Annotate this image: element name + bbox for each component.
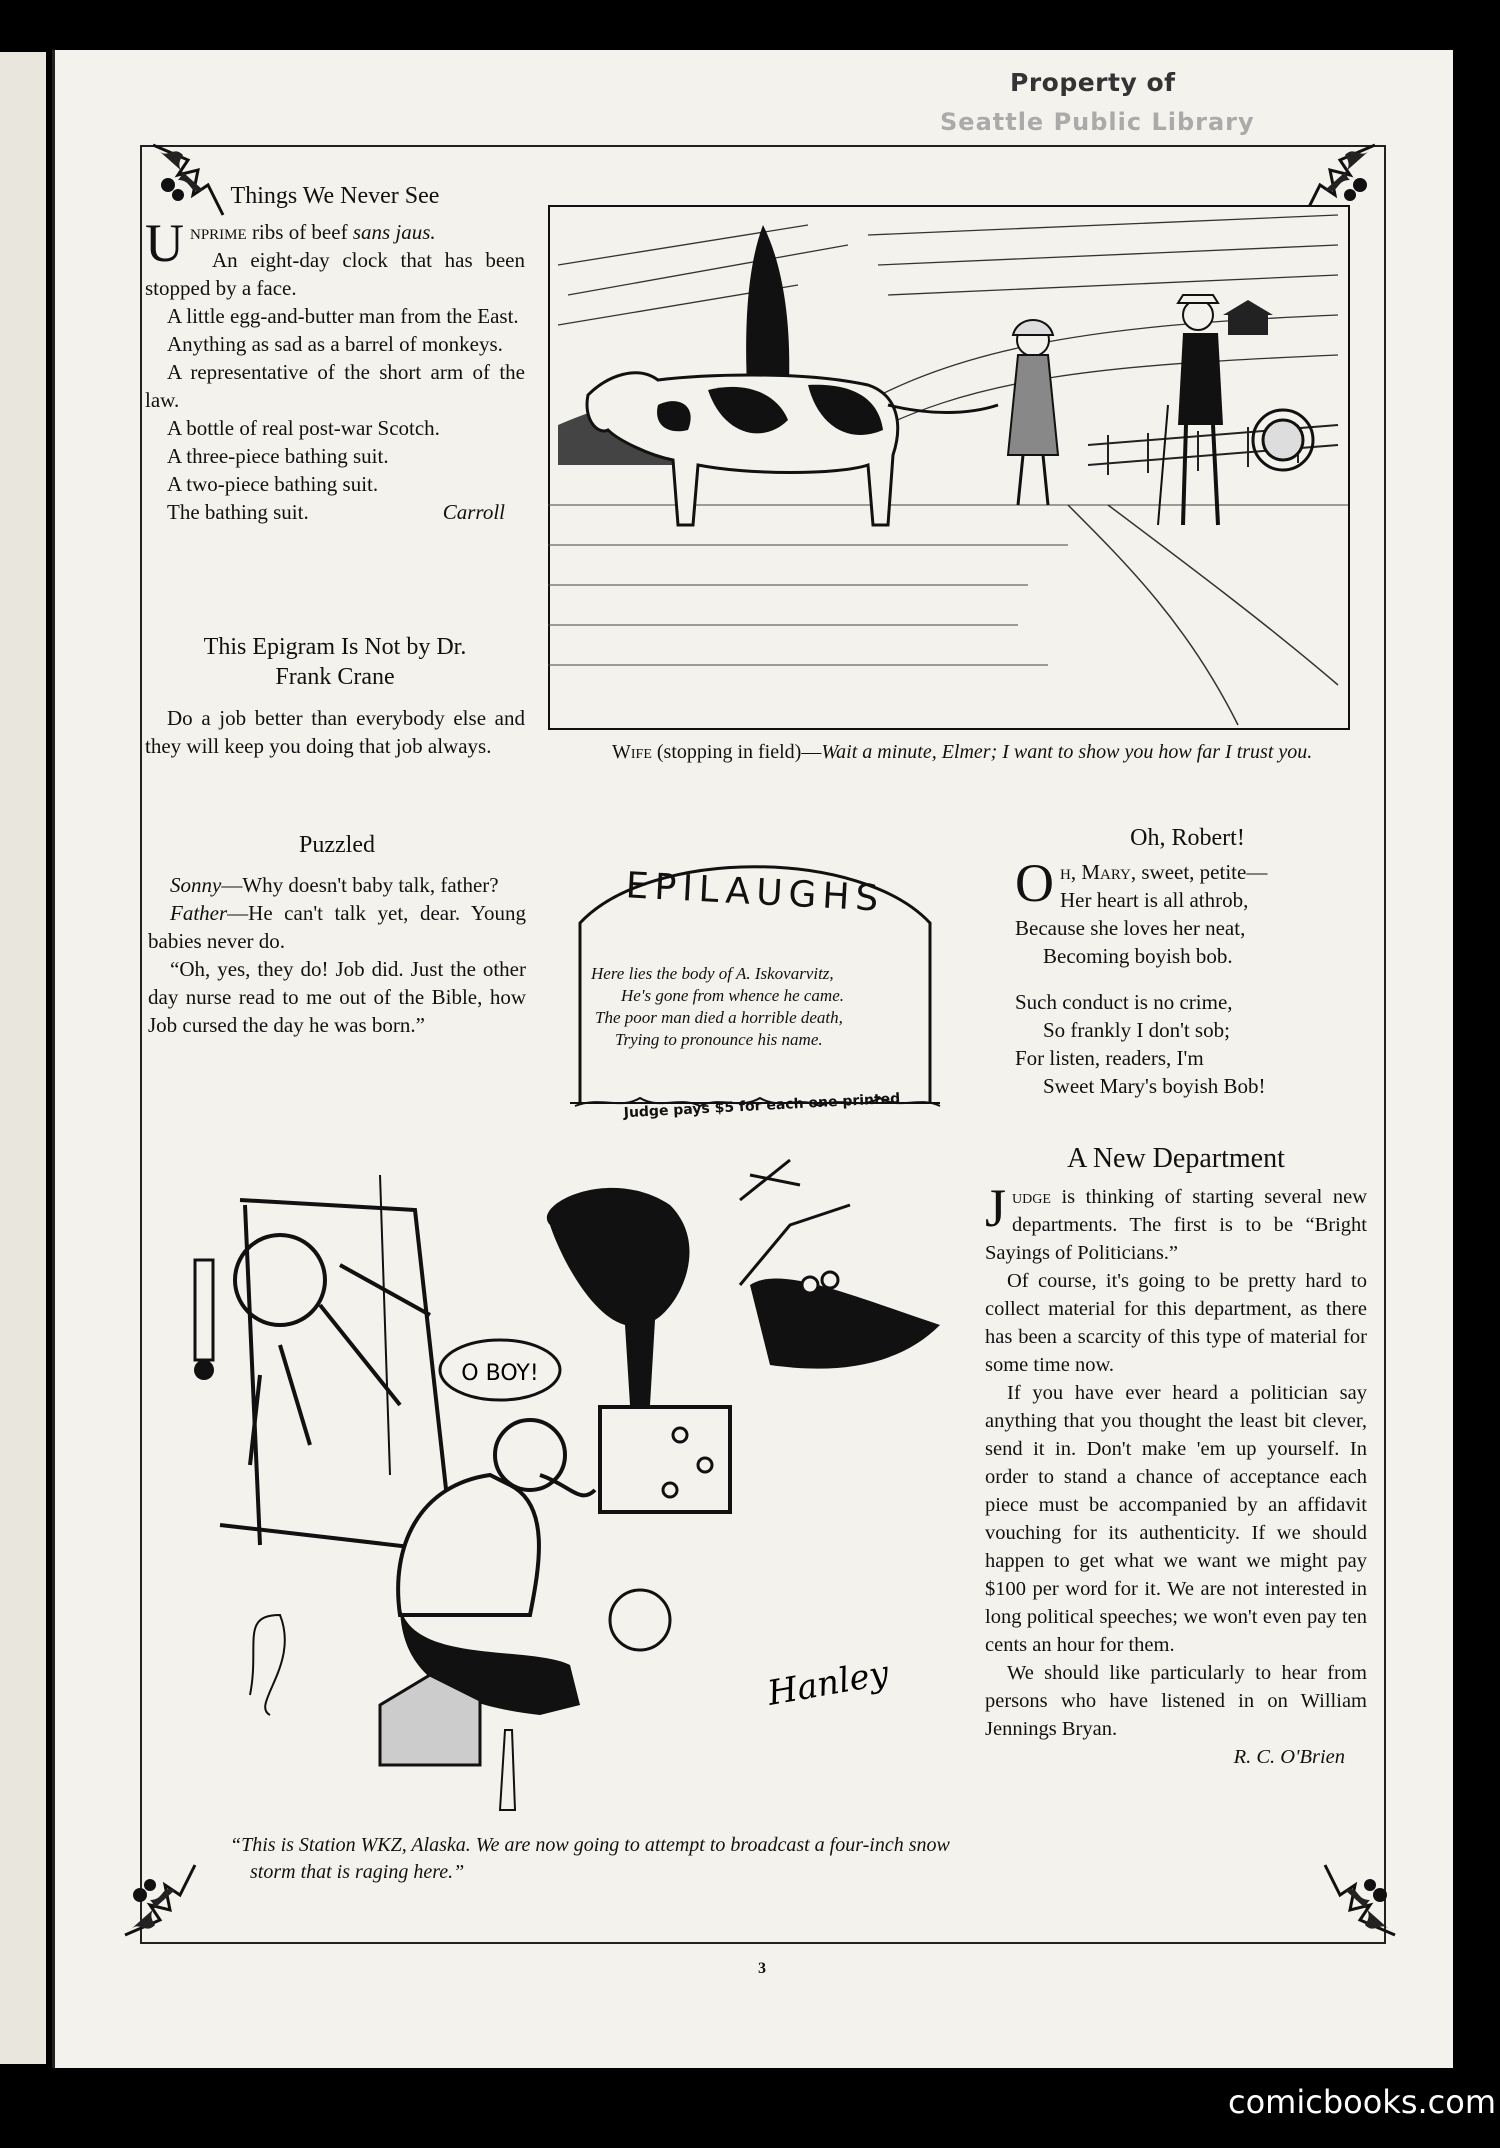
oh-robert	[1015, 825, 1360, 1100]
verse-line: So frankly I don't sob;	[1043, 1018, 1230, 1042]
caption-line: Wait a minute, Elmer; I want to show you how far I trust you.	[821, 741, 1313, 763]
epigram	[145, 632, 525, 760]
wreath-icon	[1253, 410, 1313, 470]
radio-caption: “This is Station WKZ, Alaska. We are now going to attempt to broadcast a four-inch snow storm that is raging here.”	[230, 1834, 950, 1883]
first-word: udge	[1012, 1186, 1051, 1208]
verse-line: Sweet Mary's boyish Bob!	[1043, 1074, 1266, 1098]
list-item: Anything as sad as a barrel of monkeys.	[167, 332, 503, 356]
first-line-italic: sans jaus.	[352, 220, 436, 244]
first-word: nprime	[190, 220, 247, 244]
footer-watermark: comicbooks.com	[1228, 2083, 1497, 2121]
verse-line: Her heart is all athrob,	[1060, 888, 1249, 912]
epigram-title-2: Frank Crane	[275, 664, 395, 690]
dropcap: O	[1015, 853, 1054, 913]
radio-cartoon	[150, 1145, 970, 1815]
verse-line: Becoming boyish bob.	[1043, 944, 1233, 968]
robert-title: Oh, Robert!	[1130, 825, 1245, 851]
list-item: An eight-day clock that has been stopped by a face.	[145, 248, 525, 300]
first-line: sweet, petite—	[1136, 860, 1268, 884]
radio-horn-icon	[547, 1188, 690, 1405]
new-department	[985, 1143, 1367, 1771]
dept-title: A New Department	[1067, 1143, 1285, 1174]
list-item: A bottle of real post-war Scotch.	[167, 416, 440, 440]
paragraph: We should like particularly to hear from persons who have listened in on William Jennings Bryan.	[985, 1662, 1367, 1740]
list-item: A little egg-and-butter man from the East.	[167, 304, 519, 328]
epitaph-line: The poor man died a horrible death,	[595, 1008, 843, 1027]
things-we-never-see	[145, 183, 525, 526]
epilaughs-footer: Judge pays $5 for each one printed	[623, 1090, 901, 1122]
speech-bubble-text: O BOY!	[461, 1361, 539, 1386]
dialogue: “Oh, yes, they do! Job did. Just the other day nurse read to me out of the Bible, how Job cursed the day he was born.”	[148, 957, 526, 1037]
dialogue: —Why doesn't baby talk, father?	[221, 873, 499, 897]
first-line-text: ribs of beef	[246, 220, 353, 244]
list-item: A two-piece bathing suit.	[167, 472, 379, 496]
listener	[398, 1420, 595, 1715]
epitaph-line: Trying to pronounce his name.	[615, 1030, 823, 1049]
thermometer-icon	[195, 1260, 213, 1360]
cow-caption	[612, 739, 1332, 766]
epigram-body: Do a job better than everybody else and they will keep you doing that job always.	[145, 706, 525, 758]
paragraph: Of course, it's going to be pretty hard to collect material for this department, as there has been a scarcity of this type of material for some time now.	[985, 1270, 1367, 1376]
library-stamp-line1: Property of	[1010, 68, 1176, 97]
epitaph-line: He's gone from whence he came.	[621, 986, 844, 1005]
dropcap: U	[145, 213, 184, 273]
artist-signature: Hanley	[764, 1653, 892, 1714]
holly-ornament-icon	[1320, 1860, 1400, 1940]
caption-speaker: Wife	[612, 741, 652, 763]
verse-line: For listen, readers, I'm	[1015, 1046, 1204, 1070]
list-item: The bathing suit.	[167, 500, 309, 524]
epitaph-line: Here lies the body of A. Iskovarvitz,	[591, 964, 834, 983]
library-stamp-line2: Seattle Public Library	[940, 108, 1255, 136]
cow-cartoon	[548, 205, 1350, 730]
first-words: h, Mary,	[1060, 860, 1137, 884]
verse-line: Because she loves her neat,	[1015, 916, 1246, 940]
dropcap: J	[985, 1178, 1007, 1238]
things-title: Things We Never See	[230, 183, 440, 209]
list-item: A representative of the short arm of the law.	[145, 360, 525, 412]
author: R. C. O'Brien	[1233, 1746, 1345, 1768]
dialogue: —He can't talk yet, dear. Young babies never do.	[148, 901, 526, 953]
puzzled-title: Puzzled	[299, 832, 375, 858]
paragraph: is thinking of starting several new departments. The first is to be “Bright Sayings of Politicians.”	[985, 1186, 1367, 1264]
author: Carroll	[442, 500, 505, 524]
previous-page-edge	[0, 52, 46, 2064]
speaker: Sonny	[170, 873, 222, 897]
holly-decoration-icon	[740, 1205, 940, 1369]
verse-line: Such conduct is no crime,	[1015, 990, 1233, 1014]
list-item: A three-piece bathing suit.	[167, 444, 389, 468]
epilaughs-title: EPILAUGHS	[624, 865, 886, 920]
speaker: Father	[170, 901, 228, 925]
page-number: 3	[758, 1960, 766, 1977]
puzzled	[148, 832, 526, 1039]
caption-stage-direction: (stopping in field)—	[651, 741, 822, 763]
paragraph: If you have ever heard a politician say anything that you thought the least bit clever, send it in. Don't make 'em up yourself. In order to stand a chance of acceptance each piece must be accompanied by an affidavit vouching for its authenticity. If we should happen to get what we want we might pay $100 per word for it. We are not interested in long political speeches; we won't even pay ten cents an hour for them.	[985, 1382, 1367, 1656]
epigram-title-1: This Epigram Is Not by Dr.	[203, 634, 467, 660]
holly-ornament-icon	[120, 1860, 200, 1940]
epitaph	[585, 963, 925, 1051]
